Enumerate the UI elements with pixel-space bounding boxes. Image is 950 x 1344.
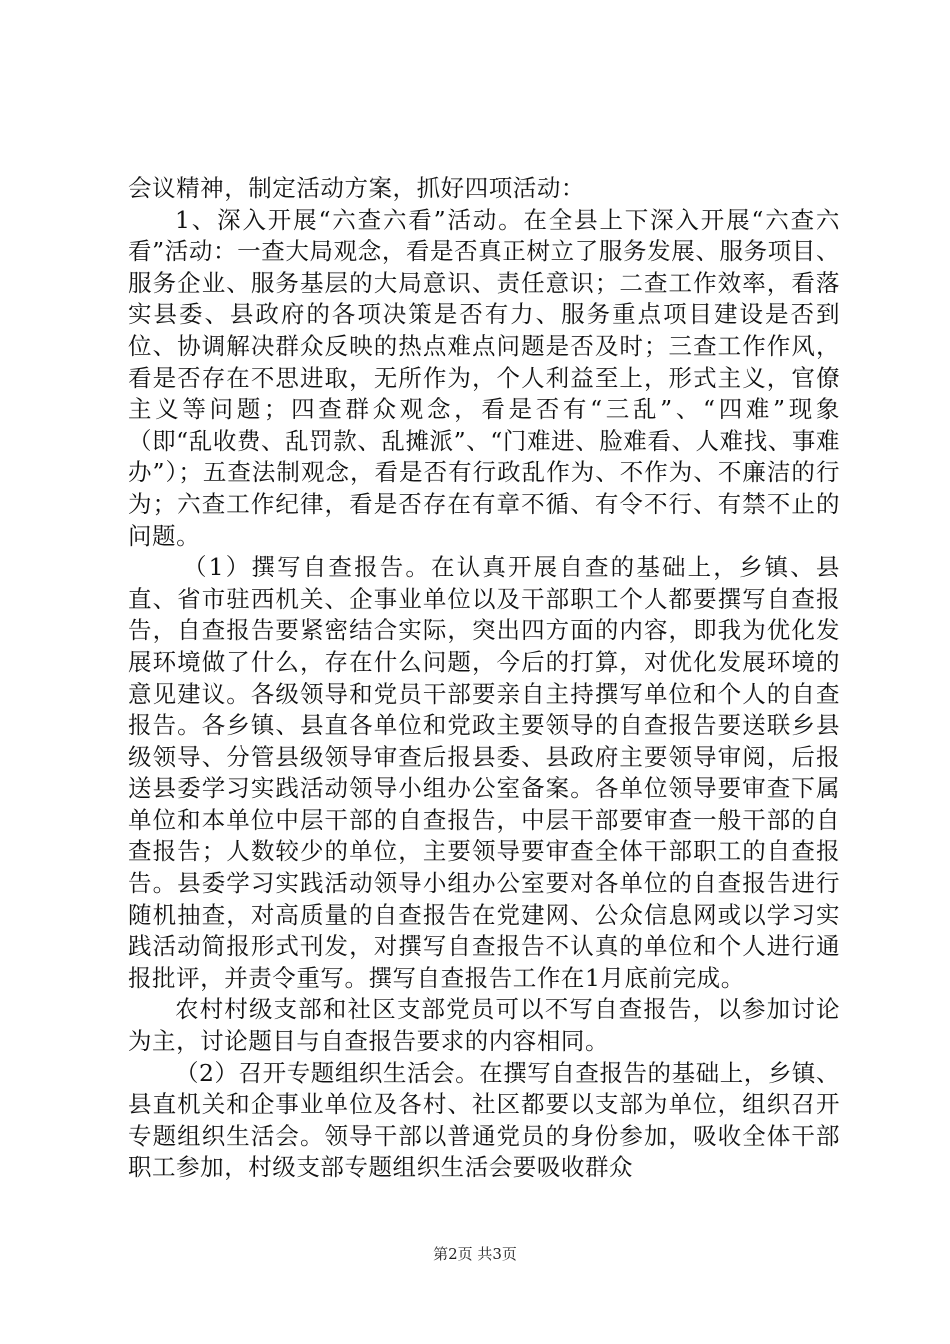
page-number-footer: 第2页 共3页	[433, 1245, 517, 1263]
paragraph-continuation: 会议精神，制定活动方案，抓好四项活动：	[128, 174, 585, 202]
paragraph-village-branch: 农村村级支部和社区支部党员可以不写自查报告，以参加讨论为主，讨论题目与自查报告要求的内容相同。	[128, 995, 840, 1056]
document-body	[128, 173, 840, 1184]
paragraph-self-report: （1）撰写自查报告。在认真开展自查的基础上，乡镇、县直、省市驻西机关、企事业单位以及干部职工个人都要撰写自查报告，自查报告要紧密结合实际，突出四方面的内容，即我为优化发展环境做了什么，存在什么问题，今后的打算，对优化发展环境的意见建议。各级领导和党员干部要亲自主持撰写单位和个人的自查报告。各乡镇、县直各单位和党政主要领导的自查报告要送联乡县级领导、分管县级领导审查后报县委、县政府主要领导审阅，后报送县委学习实践活动领导小组办公室备案。各单位领导要审查下属单位和本单位中层干部的自查报告，中层干部要审查一般干部的自查报告；人数较少的单位，主要领导要审查全体干部职工的自查报告。县委学习实践活动领导小组办公室要对各单位的自查报告进行随机抽查，对高质量的自查报告在党建网、公众信息网或以学习实践活动简报形式刊发，对撰写自查报告不认真的单位和个人进行通报批评，并责令重写。撰写自查报告工作在1月底前完成。	[128, 553, 840, 992]
paragraph-six-checks: 1、深入开展“六查六看”活动。在全县上下深入开展“六查六看”活动：一查大局观念，看是否真正树立了服务发展、服务项目、服务企业、服务基层的大局意识、责任意识；二查工作效率，看落实县委、县政府的各项决策是否有力、服务重点项目建设是否到位、协调解决群众反映的热点难点问题是否及时；三查工作作风，看是否存在不思进取，无所作为，个人利益至上，形式主义，官僚主义等问题；四查群众观念，看是否有“三乱”、“四难”现象（即“乱收费、乱罚款、乱摊派”、“门难进、脸难看、人难找、事难办”）；五查法制观念，看是否有行政乱作为、不作为、不廉洁的行为；六查工作纪律，看是否存在有章不循、有令不行、有禁不止的问题。	[128, 205, 840, 550]
paragraph-organization-meeting: （2）召开专题组织生活会。在撰写自查报告的基础上，乡镇、县直机关和企事业单位及各村、社区都要以支部为单位，组织召开专题组织生活会。领导干部以普通党员的身份参加，吸收全体干部职工参加，村级支部专题组织生活会要吸收群众	[128, 1058, 840, 1182]
